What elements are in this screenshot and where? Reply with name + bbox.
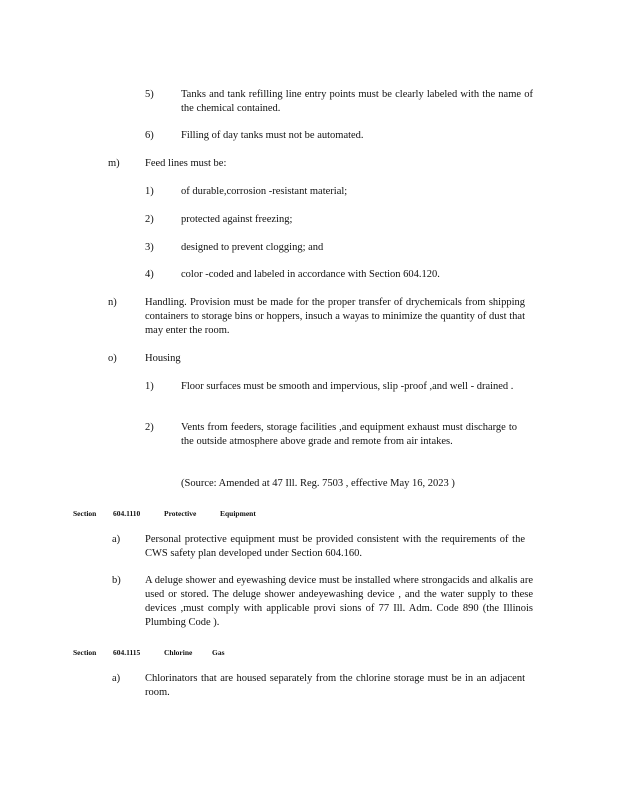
item-label: a) [112,534,121,545]
item-label: b) [112,575,121,586]
item-text: Handling. Provision must be made for the proper transfer of drychemicals from shipping containers to storage bins or hoppers, insuch a wayas to minimize the quantity of dust that may enter the room. [145,297,525,336]
item-label: 6) [145,130,154,141]
item-text: color -coded and labeled in accordance with Section 604.120. [181,269,440,280]
section-heading-label: Section [73,648,97,657]
item-label: 1) [145,381,154,392]
item-text: Chlorinators that are housed separately from the chlorine storage must be in an adjacent room. [145,673,525,698]
section-number: 604.1110 [113,509,141,518]
item-label: 2) [145,422,154,433]
item-label: o) [108,353,117,364]
section-title-2: Equipment [220,509,256,518]
item-text: Filling of day tanks must not be automated. [181,130,364,141]
item-text: Personal protective equipment must be provided consistent with the requirements of the CWS safety plan developed under Section 604.160. [145,534,525,559]
item-text: Tanks and tank refilling line entry points must be clearly labeled with the name of the chemical contained. [181,89,533,114]
item-label: m) [108,158,120,169]
item-label: 2) [145,214,154,225]
item-text: Vents from feeders, storage facilities ,and equipment exhaust must discharge to the outside atmosphere above grade and remote from air intakes. [181,422,517,447]
item-label: 1) [145,186,154,197]
item-text: designed to prevent clogging; and [181,242,324,253]
item-text: A deluge shower and eyewashing device must be installed where strongacids and alkalis are used or stored. The deluge shower andeyewashing device , and the water supply to these devices ,must comply with applicable provi sions of 77 Ill. Adm. Code 890 (the Illinois Plumbing Code ). [145,575,533,628]
item-text: of durable,corrosion -resistant material; [181,186,348,197]
item-text: Feed lines must be: [145,158,227,169]
item-label: n) [108,297,117,308]
item-text: protected against freezing; [181,214,293,225]
item-label: 5) [145,89,154,100]
item-label: 4) [145,269,154,280]
section-heading-label: Section [73,509,97,518]
section-title: Protective [164,509,197,518]
item-text: Housing [145,353,181,364]
section-number: 604.1115 [113,648,141,657]
source-note: (Source: Amended at 47 Ill. Reg. 7503 , effective May 16, 2023 ) [181,478,455,489]
item-text: Floor surfaces must be smooth and impervious, slip -proof ,and well - drained . [181,381,514,392]
item-label: a) [112,673,121,684]
section-title: Chlorine [164,648,193,657]
section-title-2: Gas [212,648,225,657]
item-label: 3) [145,242,154,253]
